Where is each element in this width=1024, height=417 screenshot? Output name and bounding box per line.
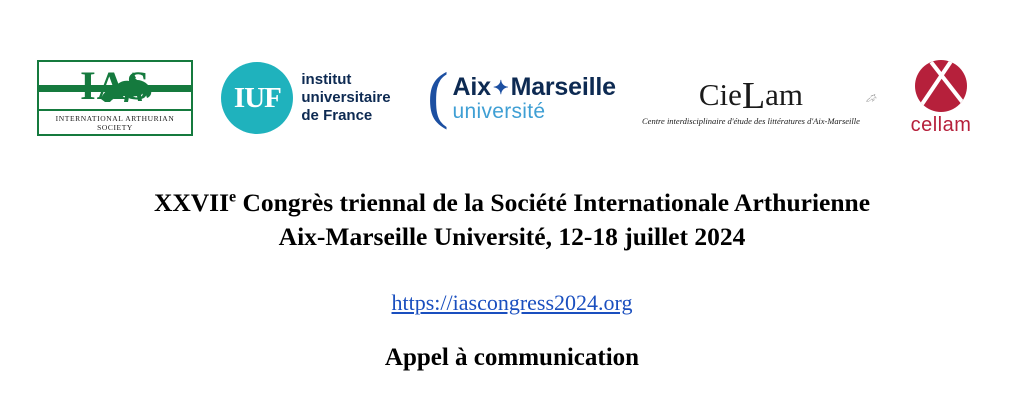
logo-iuf <box>211 60 401 136</box>
amu-bracket-icon: ( <box>427 59 449 130</box>
amu-line1 <box>453 73 616 102</box>
ias-caption: INTERNATIONAL ARTHURIAN SOCIETY <box>39 109 191 134</box>
logo-cellam <box>895 59 987 137</box>
cielam-word <box>699 71 803 115</box>
partner-logo-band <box>0 52 1024 144</box>
congress-ordinal: XXVII <box>153 188 230 217</box>
congress-website-row <box>0 290 1024 316</box>
cellam-diamond-mark-icon <box>915 60 967 112</box>
logo-ias <box>37 60 193 136</box>
amu-word-marseille: Marseille <box>510 72 616 101</box>
page-title-line2: Aix-Marseille Université, 12-18 juillet 2024 <box>278 222 746 251</box>
arthurian-knight-horse-icon <box>93 68 157 108</box>
ias-emblem <box>39 62 191 109</box>
congress-ordinal-suffix: e <box>229 188 237 206</box>
iuf-mark: IUF <box>221 62 293 134</box>
congress-title-rest: Congrès triennal de la Société Internationale Arthurienne <box>236 188 871 217</box>
page-title-line1 <box>0 186 1024 220</box>
griffin-icon <box>864 70 877 126</box>
iuf-wordmark <box>301 71 390 124</box>
cielam-word-part1: Cie <box>698 76 742 112</box>
amu-line2: université <box>452 99 546 123</box>
congress-website-link[interactable]: https://iascongress2024.org <box>391 290 633 315</box>
cielam-wordmark <box>642 71 860 126</box>
page-title <box>0 186 1024 254</box>
logo-cielam <box>642 60 877 136</box>
amu-word-aix: Aix <box>452 72 491 101</box>
iuf-line1: institut <box>301 71 352 89</box>
cielam-word-part2: L <box>741 74 766 117</box>
call-for-papers-heading: Appel à communication <box>384 344 640 371</box>
cielam-subtitle: Centre interdisciplinaire d'étude des littératures d'Aix-Marseille <box>642 115 860 126</box>
logo-aix-marseille-universite <box>419 59 624 134</box>
cielam-word-part3: am <box>765 76 804 112</box>
iuf-line2: universitaire <box>301 89 391 107</box>
amu-wordmark <box>453 73 616 124</box>
iuf-line3: de France <box>301 106 373 124</box>
cellam-word: cellam <box>910 113 972 136</box>
amu-star-icon: ✦ <box>492 77 509 99</box>
